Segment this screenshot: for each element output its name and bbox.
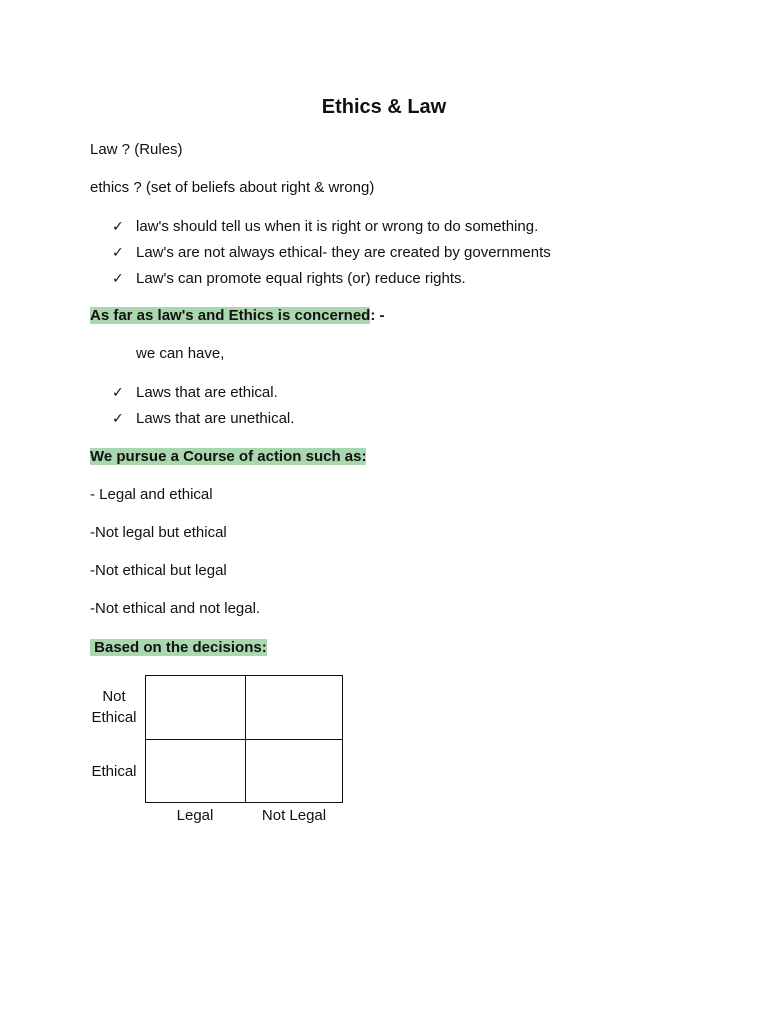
- matrix-cell-not-ethical-legal: [146, 676, 245, 739]
- check-list-item: [112, 216, 538, 237]
- matrix-cell-ethical-legal: [146, 740, 245, 803]
- checkmark-icon: ✓: [112, 270, 124, 286]
- check-item-text: Laws that are unethical.: [136, 410, 295, 427]
- page-title: Ethics & Law: [321, 96, 447, 118]
- matrix-row-label-ethical: Ethical: [91, 763, 137, 780]
- check-list-item: [112, 408, 294, 429]
- matrix-cell-ethical-not-legal: [246, 740, 344, 803]
- ethics-definition: ethics ? (set of beliefs about right & wrong): [90, 179, 375, 196]
- checkmark-icon: ✓: [112, 218, 124, 234]
- concerned-heading-line: [90, 306, 385, 326]
- matrix-row-label-not-ethical: Not Ethical: [91, 688, 137, 726]
- matrix-col-label-legal: Legal: [176, 807, 214, 824]
- decisions-heading: Based on the decisions:: [90, 639, 267, 656]
- matrix-cell-not-ethical-not-legal: [246, 676, 344, 739]
- law-definition: Law ? (Rules): [90, 141, 183, 158]
- course-item: -Not legal but ethical: [90, 524, 227, 541]
- check-list-item: [112, 242, 551, 263]
- decision-matrix: [145, 675, 343, 803]
- matrix-col-label-not-legal: Not Legal: [261, 807, 327, 824]
- check-item-text: law's should tell us when it is right or wrong to do something.: [136, 218, 539, 235]
- decisions-heading-line: [90, 638, 267, 658]
- checkmark-icon: ✓: [112, 244, 124, 260]
- concerned-heading: As far as law's and Ethics is concerned: [90, 307, 371, 324]
- course-item: -Not ethical and not legal.: [90, 600, 261, 617]
- course-item: -Not ethical but legal: [90, 562, 227, 579]
- check-item-text: Law's can promote equal rights (or) reduce rights.: [136, 270, 466, 287]
- check-list-item: [112, 268, 466, 289]
- course-item: - Legal and ethical: [90, 486, 213, 503]
- checkmark-icon: ✓: [112, 384, 124, 400]
- course-heading: We pursue a Course of action such as:: [90, 448, 367, 465]
- check-item-text: Laws that are ethical.: [136, 384, 278, 401]
- checkmark-icon: ✓: [112, 410, 124, 426]
- course-heading-line: [90, 447, 366, 467]
- concerned-suffix: : -: [370, 307, 385, 324]
- check-item-text: Law's are not always ethical- they are created by governments: [136, 244, 551, 261]
- check-list-item: [112, 382, 278, 403]
- we-can-have-text: we can have,: [136, 345, 225, 362]
